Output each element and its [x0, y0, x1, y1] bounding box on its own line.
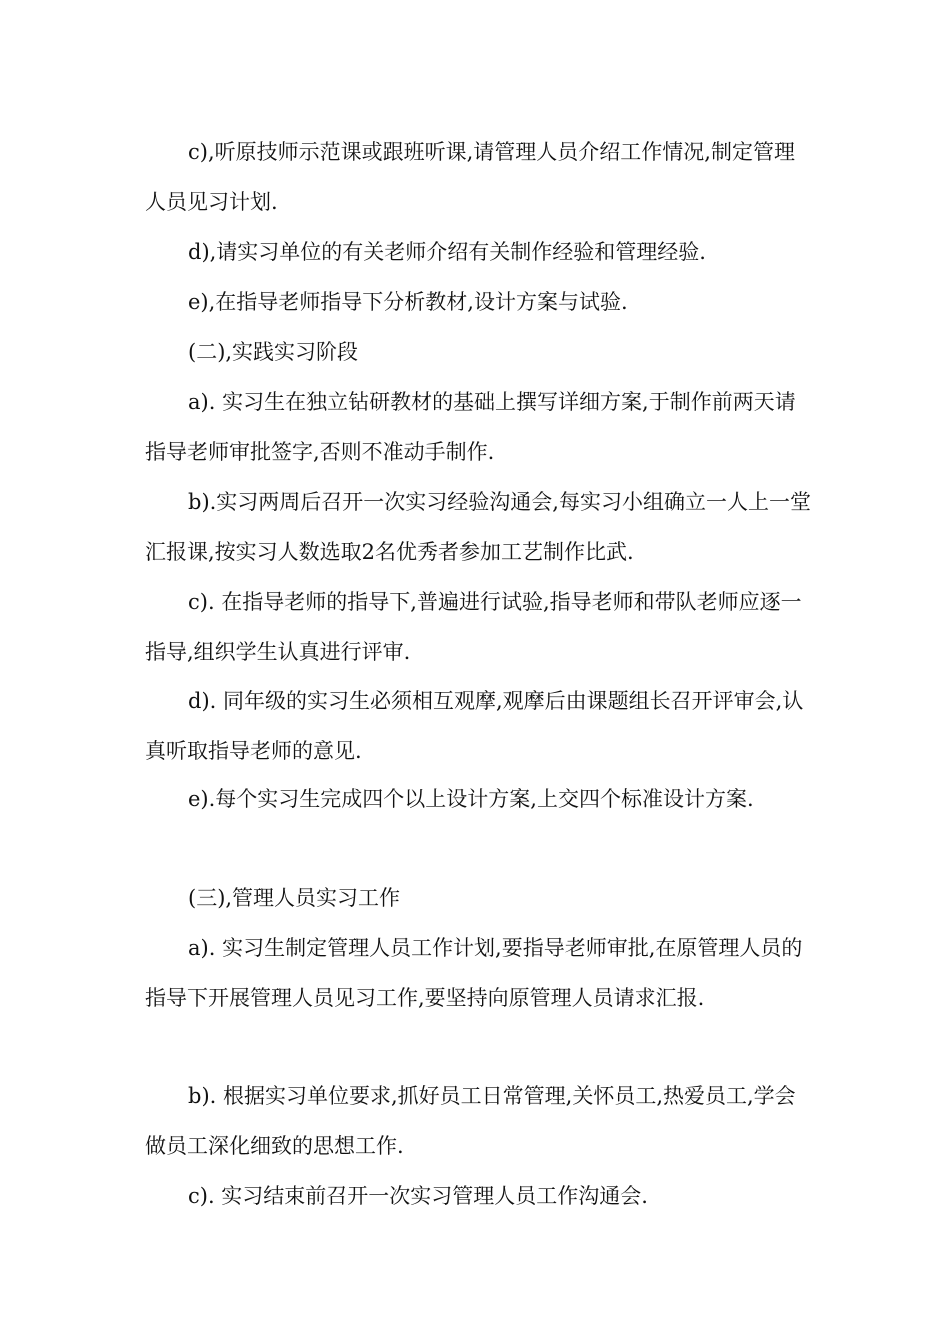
section-heading-practice: (二),实践实习阶段 [188, 340, 359, 364]
paragraph-d-observe: d). 同年级的实习生必须相互观摩,观摩后由课题组长召开评审会,认真听取指导老师的意见. [145, 689, 804, 763]
section-heading-management: (三),管理人员实习工作 [188, 886, 401, 910]
paragraph-c-observe: c),听原技师示范课或跟班听课,请管理人员介绍工作情况,制定管理人员见习计划. [145, 140, 795, 214]
paragraph-e-designs: e).每个实习生完成四个以上设计方案,上交四个标准设计方案. [188, 787, 754, 811]
paragraph-b-employee-care: b). 根据实习单位要求,抓好员工日常管理,关怀员工,热爱员工,学会做员工深化细致的思想工作. [145, 1084, 796, 1158]
paragraph-a-plan: a). 实习生在独立钻研教材的基础上撰写详细方案,于制作前两天请指导老师审批签字,否则不准动手制作. [145, 390, 796, 464]
paragraph-c-final-meeting: c). 实习结束前召开一次实习管理人员工作沟通会. [188, 1184, 648, 1208]
paragraph-e-analyze: e),在指导老师指导下分析教材,设计方案与试验. [188, 290, 628, 314]
paragraph-c-experiment: c). 在指导老师的指导下,普遍进行试验,指导老师和带队老师应逐一指导,组织学生认真进行评审. [145, 590, 802, 664]
paragraph-b-meeting: b).实习两周后召开一次实习经验沟通会,每实习小组确立一人上一堂汇报课,按实习人数选取2名优秀者参加工艺制作比武. [145, 490, 811, 564]
paragraph-a-management-plan: a). 实习生制定管理人员工作计划,要指导老师审批,在原管理人员的指导下开展管理人员见习工作,要坚持向原管理人员请求汇报. [145, 936, 803, 1010]
paragraph-d-introduce: d),请实习单位的有关老师介绍有关制作经验和管理经验. [188, 240, 706, 264]
